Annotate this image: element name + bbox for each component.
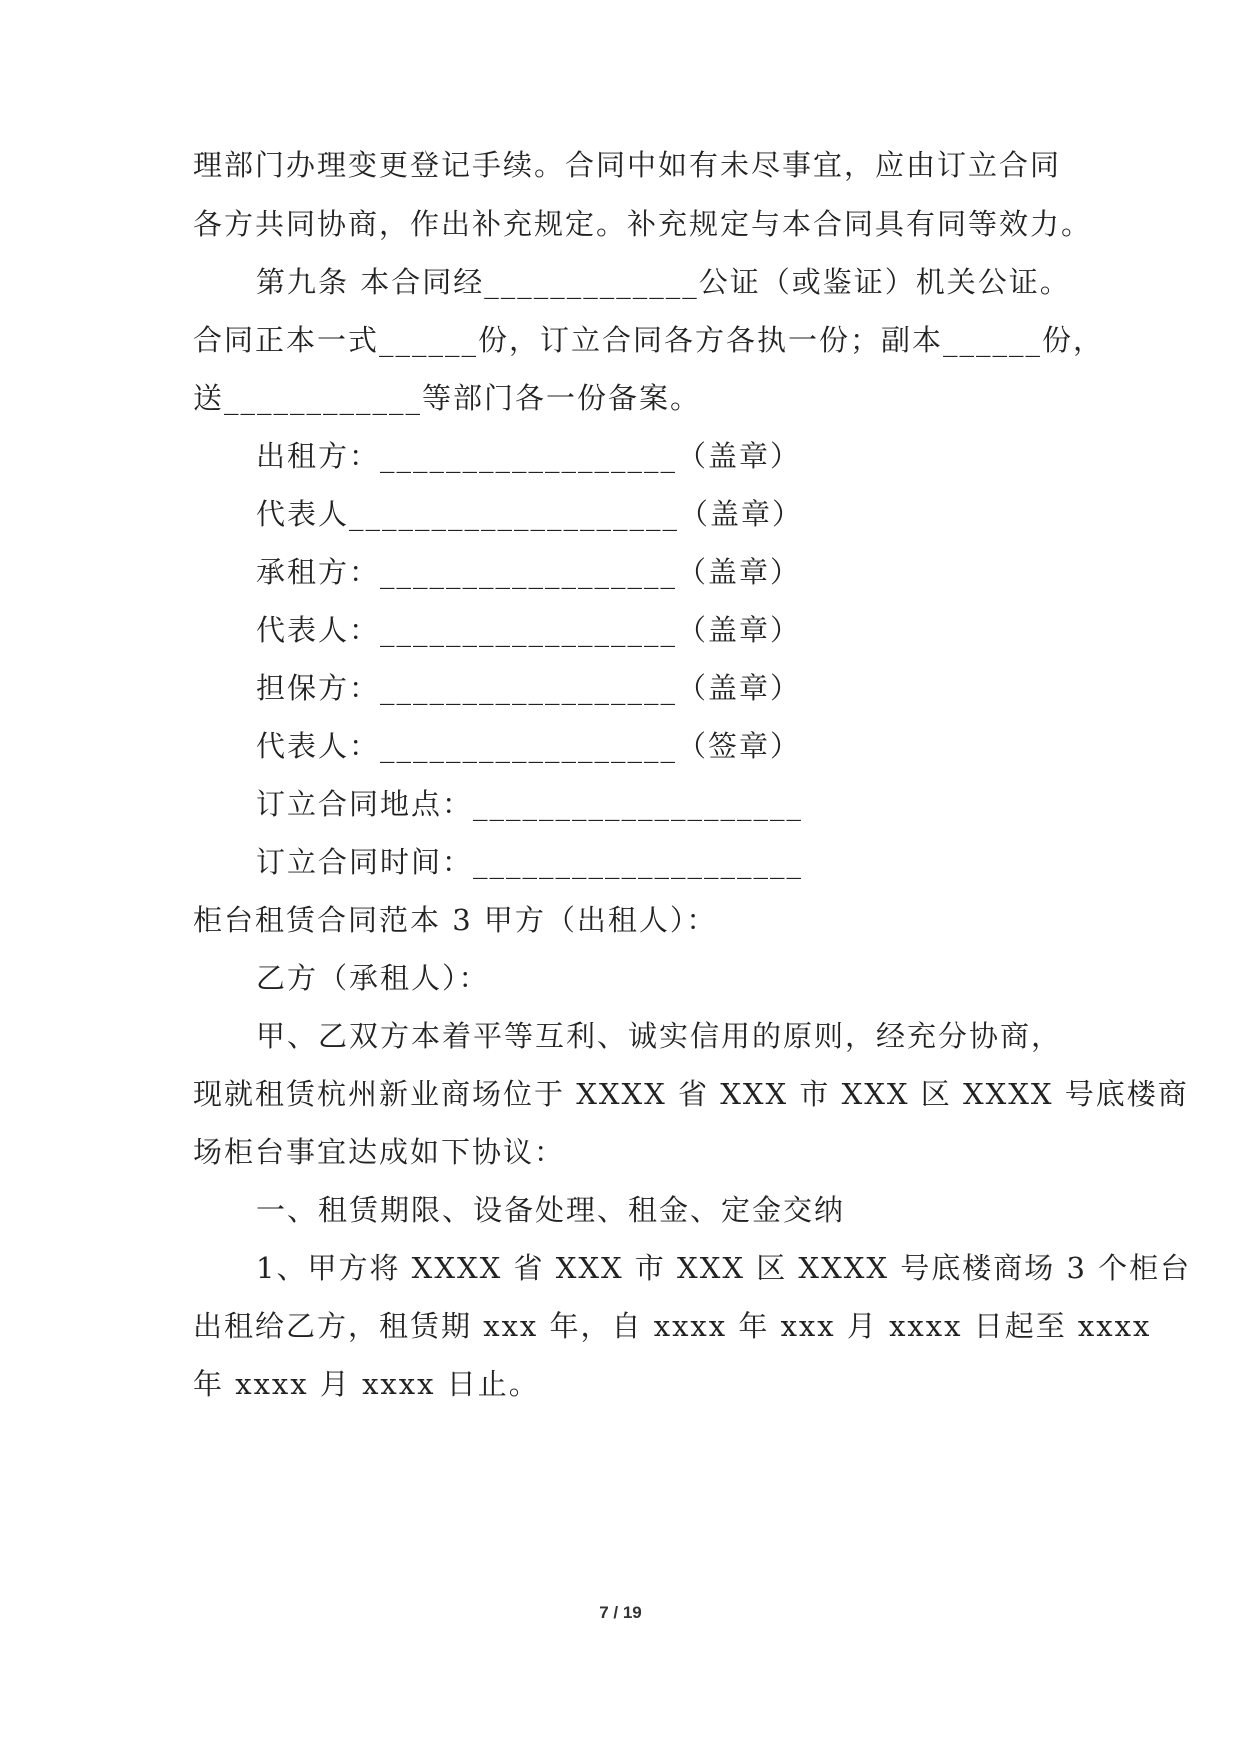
text-line-16: 甲、乙双方本着平等互利、诚实信用的原则，经充分协商， bbox=[256, 1019, 1063, 1053]
text-line-18: 场柜台事宜达成如下协议： bbox=[193, 1135, 566, 1169]
contract-time-line: 订立合同时间：____________________ bbox=[256, 845, 804, 879]
article-nine-line: 第九条 本合同经_____________公证（或鉴证）机关公证。 bbox=[256, 265, 1071, 299]
text-line-20: 1、甲方将 XXXX 省 XXX 市 XXX 区 XXXX 号底楼商场 3 个柜台 bbox=[256, 1251, 1192, 1285]
text-line-1: 理部门办理变更登记手续。合同中如有未尽事宜，应由订立合同 bbox=[193, 148, 1062, 182]
text-line-2: 各方共同协商，作出补充规定。补充规定与本合同具有同等效力。 bbox=[193, 207, 1093, 241]
page-number: 7 / 19 bbox=[599, 1603, 642, 1622]
section-title-sample-3: 柜台租赁合同范本 3 甲方（出租人）： bbox=[193, 903, 718, 937]
text-line-22: 年 xxxx 月 xxxx 日止。 bbox=[193, 1367, 540, 1401]
text-line-17: 现就租赁杭州新业商场位于 XXXX 省 XXX 市 XXX 区 XXXX 号底楼商 bbox=[193, 1077, 1189, 1111]
text-line-21: 出租给乙方，租赁期 xxx 年，自 xxxx 年 xxx 月 xxxx 日起至 xxxx bbox=[193, 1309, 1152, 1343]
party-b-line: 乙方（承租人）： bbox=[256, 961, 490, 995]
signature-lessor: 出租方：__________________（盖章） bbox=[256, 439, 802, 473]
signature-lessee: 承租方：__________________（盖章） bbox=[256, 555, 802, 589]
text-line-4: 合同正本一式______份，订立合同各方各执一份；副本______份， bbox=[193, 323, 1105, 357]
signature-lessor-representative: 代表人____________________（盖章） bbox=[256, 497, 804, 531]
text-line-5: 送____________等部门各一份备案。 bbox=[193, 381, 702, 415]
clause-heading-1: 一、租赁期限、设备处理、租金、定金交纳 bbox=[256, 1193, 846, 1227]
signature-guarantor: 担保方：__________________（盖章） bbox=[256, 671, 802, 705]
signature-lessee-representative: 代表人：__________________（盖章） bbox=[256, 613, 802, 647]
contract-place-line: 订立合同地点：____________________ bbox=[256, 787, 804, 821]
signature-guarantor-representative: 代表人：__________________（签章） bbox=[256, 729, 802, 763]
